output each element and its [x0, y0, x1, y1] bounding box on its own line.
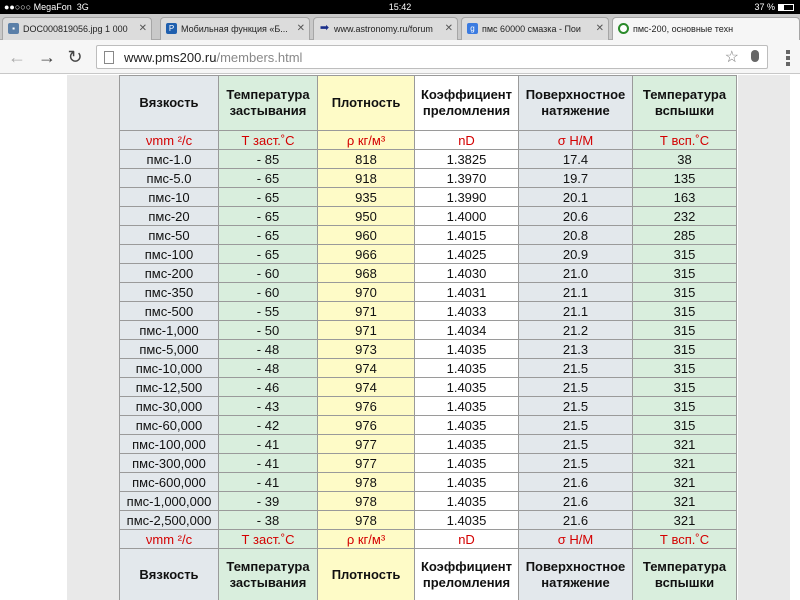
refractive-index-cell: 1.4035: [415, 340, 519, 359]
flash-point-cell: 38: [633, 150, 737, 169]
viscosity-cell: пмс-60,000: [120, 416, 219, 435]
density-cell: 950: [318, 207, 415, 226]
density-cell: 978: [318, 473, 415, 492]
pour-point-cell: - 39: [219, 492, 318, 511]
density-cell: 977: [318, 435, 415, 454]
flash-point-cell: 321: [633, 492, 737, 511]
flash-point-cell: 315: [633, 416, 737, 435]
surface-tension-cell: 21.6: [519, 492, 633, 511]
pour-point-cell: - 65: [219, 207, 318, 226]
refractive-index-cell: 1.4031: [415, 283, 519, 302]
refractive-index-cell: 1.4034: [415, 321, 519, 340]
pour-point-cell: - 41: [219, 454, 318, 473]
tab-pms200[interactable]: [612, 17, 800, 40]
density-cell: 978: [318, 492, 415, 511]
density-cell: 973: [318, 340, 415, 359]
table-row: [120, 321, 737, 340]
density-cell: 960: [318, 226, 415, 245]
table-row: [120, 245, 737, 264]
header-cell: Температура вспышки: [633, 76, 737, 131]
density-cell: 974: [318, 359, 415, 378]
viscosity-cell: пмс-10: [120, 188, 219, 207]
surface-tension-cell: 21.5: [519, 416, 633, 435]
pour-point-cell: - 43: [219, 397, 318, 416]
pms-properties-table: [119, 75, 737, 600]
tab-mobile-function[interactable]: [160, 17, 310, 40]
unit-cell: νmm ²/с: [120, 131, 219, 150]
unit-cell: Т всп.˚С: [633, 131, 737, 150]
viscosity-cell: пмс-350: [120, 283, 219, 302]
tab-doc-image[interactable]: [2, 17, 152, 40]
pour-point-cell: - 65: [219, 188, 318, 207]
header-row-bottom: [120, 549, 737, 600]
pour-point-cell: - 60: [219, 283, 318, 302]
surface-tension-cell: 21.1: [519, 283, 633, 302]
pour-point-cell: - 38: [219, 511, 318, 530]
refractive-index-cell: 1.4035: [415, 378, 519, 397]
refractive-index-cell: 1.4025: [415, 245, 519, 264]
flash-point-cell: 315: [633, 397, 737, 416]
density-cell: 966: [318, 245, 415, 264]
flash-point-cell: 315: [633, 283, 737, 302]
refractive-index-cell: 1.4035: [415, 473, 519, 492]
page-margin-right: [738, 75, 790, 600]
surface-tension-cell: 21.5: [519, 378, 633, 397]
refractive-index-cell: 1.4035: [415, 454, 519, 473]
page-content: [0, 75, 800, 600]
surface-tension-cell: 20.1: [519, 188, 633, 207]
viscosity-cell: пмс-300,000: [120, 454, 219, 473]
address-bar[interactable]: [96, 45, 768, 69]
table-row: [120, 492, 737, 511]
google-icon: g: [467, 23, 478, 34]
menu-icon[interactable]: [786, 50, 790, 66]
tab-label: www.astronomy.ru/forum: [334, 24, 433, 34]
density-cell: 974: [318, 378, 415, 397]
page-icon: [104, 51, 114, 64]
density-cell: 935: [318, 188, 415, 207]
table-row: [120, 150, 737, 169]
browser-toolbar: [0, 40, 800, 74]
surface-tension-cell: 21.6: [519, 511, 633, 530]
pour-point-cell: - 41: [219, 435, 318, 454]
density-cell: 977: [318, 454, 415, 473]
flash-point-cell: 315: [633, 302, 737, 321]
surface-tension-cell: 21.1: [519, 302, 633, 321]
tab-google-search[interactable]: [461, 17, 609, 40]
density-cell: 968: [318, 264, 415, 283]
surface-tension-cell: 17.4: [519, 150, 633, 169]
table-row: [120, 378, 737, 397]
battery-icon: [778, 4, 794, 11]
density-cell: 971: [318, 302, 415, 321]
refractive-index-cell: 1.4035: [415, 397, 519, 416]
header-cell: Вязкость: [120, 76, 219, 131]
refractive-index-cell: 1.4033: [415, 302, 519, 321]
surface-tension-cell: 20.8: [519, 226, 633, 245]
viscosity-cell: пмс-600,000: [120, 473, 219, 492]
reload-icon[interactable]: ↻: [67, 47, 83, 67]
pour-point-cell: - 48: [219, 340, 318, 359]
header-cell: Температура застывания: [219, 549, 318, 600]
viscosity-cell: пмс-12,500: [120, 378, 219, 397]
pour-point-cell: - 42: [219, 416, 318, 435]
viscosity-cell: пмс-5.0: [120, 169, 219, 188]
surface-tension-cell: 20.6: [519, 207, 633, 226]
header-row-top: [120, 76, 737, 131]
pour-point-cell: - 41: [219, 473, 318, 492]
pour-point-cell: - 65: [219, 245, 318, 264]
tab-label: Мобильная функция «Б...: [181, 24, 288, 34]
table-row: [120, 226, 737, 245]
clock: 15:42: [388, 2, 412, 12]
arrow-icon: ➡: [319, 22, 330, 34]
globe-icon: [618, 23, 629, 34]
back-arrow-icon[interactable]: ←: [8, 47, 26, 67]
tab-label: DOC000819056.jpg 1 000: [23, 24, 128, 34]
flash-point-cell: 285: [633, 226, 737, 245]
refractive-index-cell: 1.4035: [415, 435, 519, 454]
flash-point-cell: 163: [633, 188, 737, 207]
table-row: [120, 435, 737, 454]
close-icon[interactable]: ✕: [595, 23, 604, 34]
close-icon[interactable]: ✕: [444, 23, 453, 34]
header-cell: Плотность: [318, 76, 415, 131]
surface-tension-cell: 19.7: [519, 169, 633, 188]
flash-point-cell: 321: [633, 454, 737, 473]
unit-cell: σ Н/М: [519, 530, 633, 549]
tab-label: пмс-200, основные техн: [633, 24, 734, 34]
density-cell: 918: [318, 169, 415, 188]
unit-cell: ρ кг/м³: [318, 530, 415, 549]
tab-astronomy-forum[interactable]: [313, 17, 458, 40]
unit-cell: νmm ²/с: [120, 530, 219, 549]
surface-tension-cell: 21.5: [519, 397, 633, 416]
header-cell: Температура вспышки: [633, 549, 737, 600]
density-cell: 978: [318, 511, 415, 530]
viscosity-cell: пмс-500: [120, 302, 219, 321]
density-cell: 976: [318, 416, 415, 435]
viscosity-cell: пмс-1,000: [120, 321, 219, 340]
unit-cell: Т всп.˚С: [633, 530, 737, 549]
viscosity-cell: пмс-20: [120, 207, 219, 226]
unit-cell: nD: [415, 530, 519, 549]
header-cell: Температура застывания: [219, 76, 318, 131]
viscosity-cell: пмс-50: [120, 226, 219, 245]
viscosity-cell: пмс-10,000: [120, 359, 219, 378]
flash-point-cell: 321: [633, 473, 737, 492]
flash-point-cell: 135: [633, 169, 737, 188]
table-row: [120, 169, 737, 188]
tab-label: пмс 60000 смазка - Пои: [482, 24, 581, 34]
network-label: 3G: [76, 2, 89, 12]
surface-tension-cell: 21.3: [519, 340, 633, 359]
pour-point-cell: - 60: [219, 264, 318, 283]
carrier-label: ●●○○○ MegaFon 3G: [4, 2, 89, 12]
table-row: [120, 473, 737, 492]
flash-point-cell: 321: [633, 435, 737, 454]
flash-point-cell: 315: [633, 245, 737, 264]
viscosity-cell: пмс-100: [120, 245, 219, 264]
viscosity-cell: пмс-1.0: [120, 150, 219, 169]
page-margin-left: [67, 75, 119, 600]
table-row: [120, 454, 737, 473]
viscosity-cell: пмс-30,000: [120, 397, 219, 416]
pour-point-cell: - 46: [219, 378, 318, 397]
table-row: [120, 511, 737, 530]
refractive-index-cell: 1.4035: [415, 359, 519, 378]
refractive-index-cell: 1.4000: [415, 207, 519, 226]
header-cell: Коэффициент преломления: [415, 549, 519, 600]
surface-tension-cell: 21.2: [519, 321, 633, 340]
unit-cell: Т заст.˚С: [219, 530, 318, 549]
table-row: [120, 302, 737, 321]
close-icon[interactable]: ✕: [296, 23, 305, 34]
viscosity-cell: пмс-100,000: [120, 435, 219, 454]
flash-point-cell: 315: [633, 321, 737, 340]
pour-point-cell: - 65: [219, 169, 318, 188]
table-row: [120, 283, 737, 302]
flash-point-cell: 315: [633, 264, 737, 283]
refractive-index-cell: 1.4035: [415, 492, 519, 511]
header-cell: Поверхностное натяжение: [519, 76, 633, 131]
table-row: [120, 264, 737, 283]
url-text[interactable]: www.pms200.ru/members.html: [124, 50, 303, 65]
header-cell: Коэффициент преломления: [415, 76, 519, 131]
refractive-index-cell: 1.3990: [415, 188, 519, 207]
density-cell: 976: [318, 397, 415, 416]
forward-arrow-icon[interactable]: →: [38, 47, 56, 67]
density-cell: 970: [318, 283, 415, 302]
p-icon: P: [166, 23, 177, 34]
unit-cell: nD: [415, 131, 519, 150]
surface-tension-cell: 21.5: [519, 454, 633, 473]
pour-point-cell: - 65: [219, 226, 318, 245]
unit-cell: σ Н/М: [519, 131, 633, 150]
refractive-index-cell: 1.4035: [415, 511, 519, 530]
density-cell: 818: [318, 150, 415, 169]
battery-indicator: 37 %: [754, 0, 794, 14]
table-row: [120, 207, 737, 226]
refractive-index-cell: 1.4035: [415, 416, 519, 435]
surface-tension-cell: 21.6: [519, 473, 633, 492]
unit-cell: Т заст.˚С: [219, 131, 318, 150]
pour-point-cell: - 55: [219, 302, 318, 321]
units-row-bottom: [120, 530, 737, 549]
header-cell: Плотность: [318, 549, 415, 600]
unit-cell: ρ кг/м³: [318, 131, 415, 150]
surface-tension-cell: 21.5: [519, 359, 633, 378]
viscosity-cell: пмс-5,000: [120, 340, 219, 359]
surface-tension-cell: 21.0: [519, 264, 633, 283]
flash-point-cell: 315: [633, 359, 737, 378]
surface-tension-cell: 21.5: [519, 435, 633, 454]
refractive-index-cell: 1.4015: [415, 226, 519, 245]
flash-point-cell: 315: [633, 378, 737, 397]
table-row: [120, 359, 737, 378]
table-row: [120, 397, 737, 416]
microphone-icon[interactable]: [751, 50, 759, 62]
table-row: [120, 340, 737, 359]
table-row: [120, 188, 737, 207]
image-icon: ▪: [8, 23, 19, 34]
viscosity-cell: пмс-1,000,000: [120, 492, 219, 511]
surface-tension-cell: 20.9: [519, 245, 633, 264]
density-cell: 971: [318, 321, 415, 340]
close-icon[interactable]: ✕: [138, 23, 147, 34]
bookmark-star-icon[interactable]: ☆: [724, 49, 739, 66]
flash-point-cell: 315: [633, 340, 737, 359]
status-bar: [0, 0, 800, 14]
refractive-index-cell: 1.4030: [415, 264, 519, 283]
refractive-index-cell: 1.3825: [415, 150, 519, 169]
units-row-top: [120, 131, 737, 150]
table-row: [120, 416, 737, 435]
viscosity-cell: пмс-200: [120, 264, 219, 283]
refractive-index-cell: 1.3970: [415, 169, 519, 188]
flash-point-cell: 232: [633, 207, 737, 226]
pour-point-cell: - 85: [219, 150, 318, 169]
header-cell: Поверхностное натяжение: [519, 549, 633, 600]
viscosity-cell: пмс-2,500,000: [120, 511, 219, 530]
pour-point-cell: - 50: [219, 321, 318, 340]
tab-strip: [0, 14, 800, 40]
header-cell: Вязкость: [120, 549, 219, 600]
flash-point-cell: 321: [633, 511, 737, 530]
pour-point-cell: - 48: [219, 359, 318, 378]
